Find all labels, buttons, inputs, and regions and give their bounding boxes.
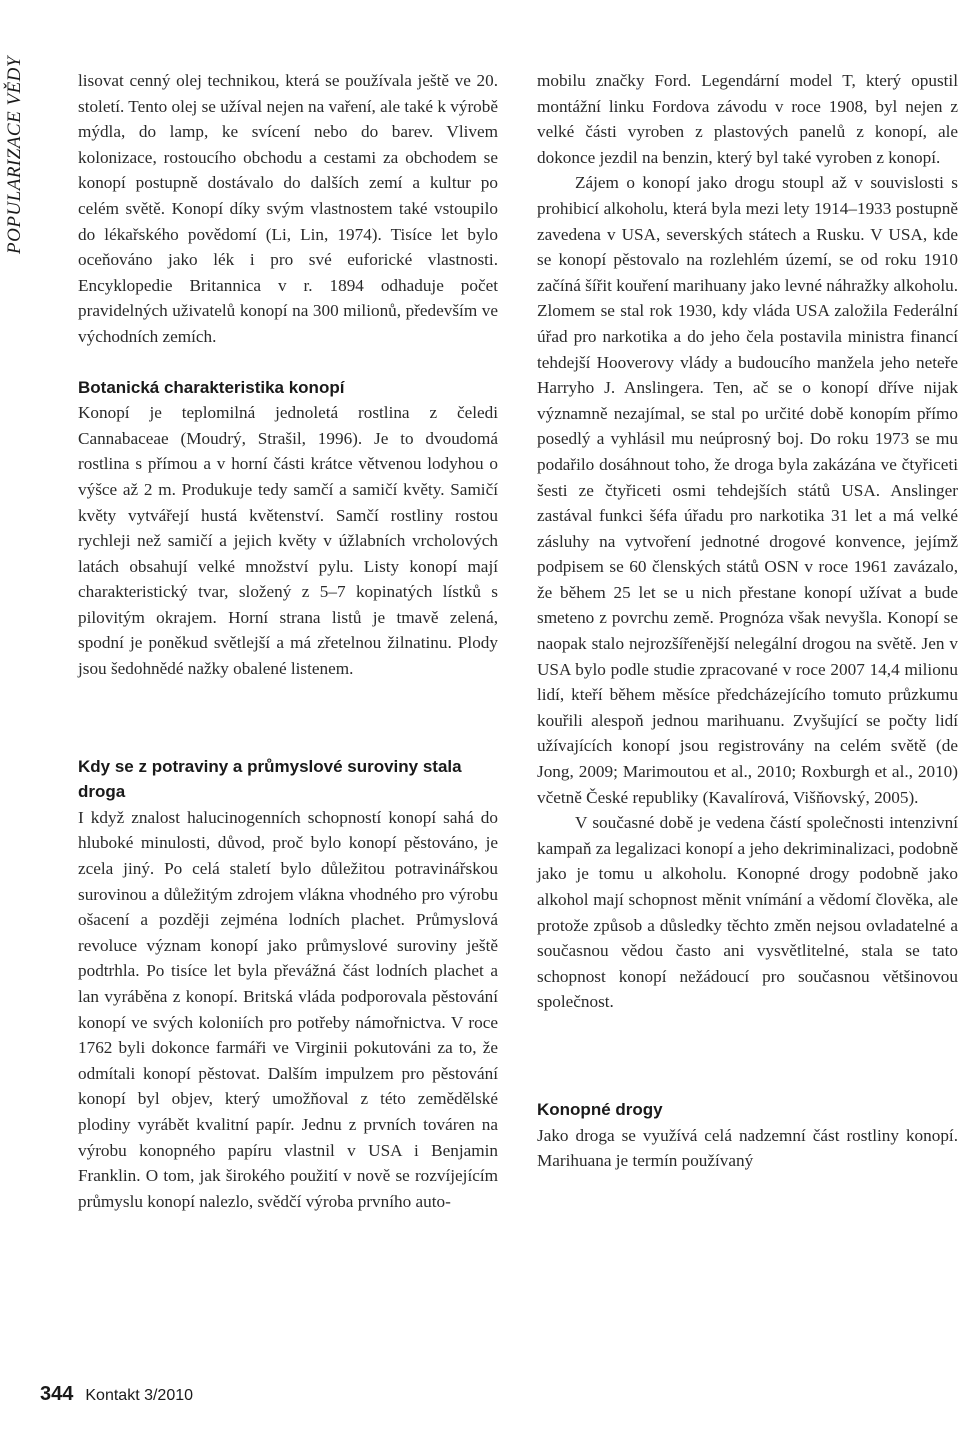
page-number: 344	[40, 1383, 74, 1405]
page-footer	[40, 1383, 193, 1406]
paragraph: V současné době je vedena částí společnosti intenzivní kampaň za legalizaci konopí a jeho dekriminalizaci, podobně jako je tomu u alkoholu. Konopné drogy podobně jako alkohol mají schopnost měnit vnímání a vědomí člověka, ale protože způsob a důsledky těchto změn nejsou ovladatelné a současnou vědou často ani vysvětlitelné, stala se tato schopnost konopí nežádoucí pro současnou většinovou společnost.	[537, 813, 958, 1012]
section-heading-drugs: Konopné drogy	[537, 1099, 663, 1119]
paragraph: Zájem o konopí jako drogu stoupl až v souvislosti s prohibicí alkoholu, která byla mezi lety 1914–1933 postupně zavedena v USA, severských státech a Rusku. V USA, kde se konopí pěstovalo na rozlehlém území, se od roku 1910 začíná šířit kouření marihuany jako levné náhražky alkoholu. Zlomem se stal rok 1930, kdy vláda USA založila Federální úřad pro narkotika a do jeho čela postavila ministra financí tehdejší Hooverovy vlády a budoucího manžela jeho neteře Harryho J. Anslingera. Ten, ač se o konopí dříve nijak významně nezajímal, se stal po určité době konopím přímo posedlý a vyhlásil mu neúprosný boj. Do roku 1973 se mu podařilo dosáhnout toho, že droga byla zakázána ve čtyřiceti šesti ze čtyřiceti osmi tehdejších států USA. Anslinger zastával funkci šéfa úřadu pro narkotika 31 let a má velké zásluhy na vytvoření jednotné drogové konvence, jejímž podpisem se 60 členských států OSN v roce 1961 zavázalo, že během 25 let se u nich přestane konopí užívat a bude smeteno z povrchu země. Prognóza však nevyšla. Konopí se naopak stalo nejrozšířenější nelegální drogou na světě. Jen v USA bylo podle studie zpracované v roce 2007 14,4 milionu lidí, kteří během měsíce předcházejícího tomuto průzkumu kouřili alespoň jednou marihuanu. Zvyšující se počty lidí užívajících konopí jsou registrovány na celém světě (de Jong, 2009; Marimoutou et al., 2010; Roxburgh et al., 2010) včetně České republiky (Kavalírová, Višňovský, 2005).	[537, 173, 958, 807]
paragraph: Konopí je teplomilná jednoletá rostlina z čeledi Cannabaceae (Moudrý, Strašil, 1996). Je to dvoudomá rostlina s přímou a v horní části krátce větvenou lodyhou o výšce až 2 m. Produkuje tedy samčí a samičí květy. Samičí květy vytvářejí hustá květenství. Samčí rostliny rostou rychleji než samičí a jejich květy v úžlabních vrcholových latách obsahují velké množství pylu. Listy konopí mají charakteristický tvar, složený z 5–7 kopinatých lístků s pilovitým okrajem. Horní strana listů je tmavě zelená, spodní je poněkud světlejší a má zřetelnou žilnatinu. Plody jsou šedohnědé nažky obalené listenem.	[78, 403, 498, 679]
paragraph: I když znalost halucinogenních schopností konopí sahá do hluboké minulosti, důvod, proč bylo konopí pěstováno, je zcela jiný. Po celá staletí bylo důležitou potravinářskou surovinou a důležitým zdrojem vlákna vhodného pro výrobu ošacení a později zejména lodních plachet. Průmyslová revoluce význam konopí jako průmyslové suroviny ještě podtrhla. Po tisíce let byla převážná část lodních plachet a lan vyráběna z konopí. Britská vláda podporovala pěstování konopí ve svých koloniích pro potřeby námořnictva. V roce 1762 byli dokonce farmáři ve Virginii pokutováni za to, že odmítali konopí pěstovat. Dalším impulzem pro pěstování konopí byl objev, který umožňoval z této zemědělské plodiny vyrábět kvalitní papír. Jednu z prvních továren na výrobu konopného papíru vlastnil v USA i Benjamin Franklin. O tom, jak širokého použití v nově se rozvíjejícím průmyslu konopí nalezlo, svědčí výroba prvního auto-	[78, 807, 498, 1211]
section-label: POPULARIZACE VĚDY	[4, 56, 25, 254]
journal-issue: Kontakt 3/2010	[85, 1387, 194, 1404]
right-column	[537, 68, 958, 1174]
paragraph: mobilu značky Ford. Legendární model T, který opustil montážní linku Fordova závodu v roce 1908, byl nejen z velké části vyroben z plastových panelů z konopí, ale dokonce jezdil na benzin, který byl také vyroben z konopí.	[537, 71, 958, 167]
section-heading-history: Kdy se z potraviny a průmyslové suroviny stala droga	[78, 756, 462, 802]
section-heading-botany: Botanická charakteristika konopí	[78, 377, 345, 397]
paragraph: lisovat cenný olej technikou, která se používala ještě ve 20. století. Tento olej se užíval nejen na vaření, ale také k výrobě mýdla, do lamp, ke svícení nebo do barev. Vlivem kolonizace, rostoucího obchodu a cestami za obchodem se konopí postupně dostávalo do dalších zemí a kultur po celém světě. Konopí díky svým vlastnostem také vstoupilo do lékařského povědomí (Li, Lin, 1974). Tisíce let bylo oceňováno jako lék i pro své euforické vlastnosti. Encyklopedie Britannica v r. 1894 odhaduje počet pravidelných uživatelů konopí na 300 milionů, především ve východních zemích.	[78, 71, 498, 346]
left-column	[78, 68, 498, 1214]
paragraph: Jako droga se využívá celá nadzemní část rostliny konopí. Marihuana je termín používaný	[537, 1125, 958, 1171]
